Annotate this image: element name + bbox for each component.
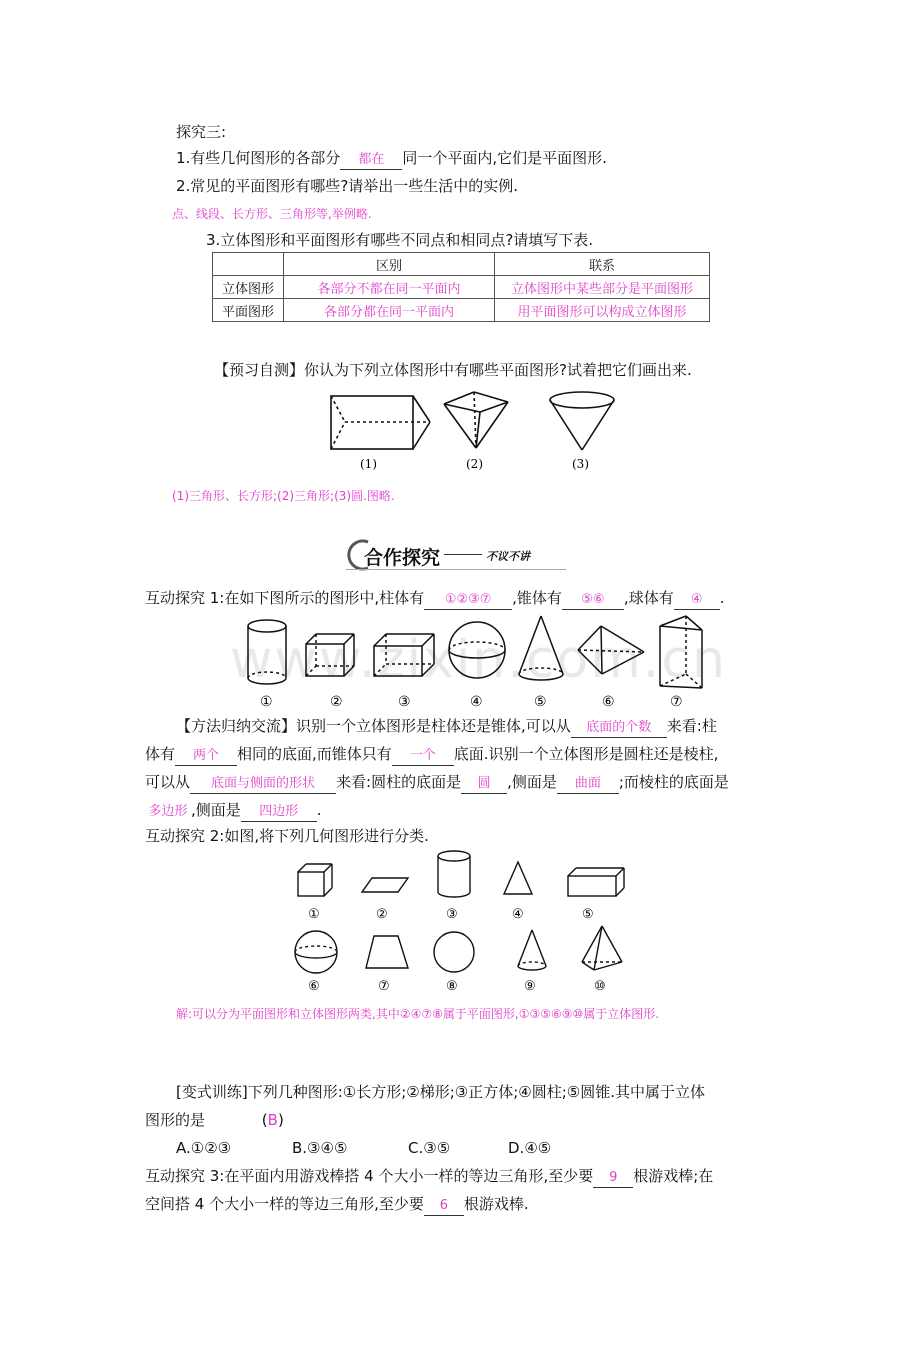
classify-label: ⑦ xyxy=(378,979,390,994)
classify-trapezoid xyxy=(366,936,408,968)
classify-label: ⑩ xyxy=(594,979,606,994)
section-title-part3: 探究三: xyxy=(176,123,227,141)
interactive-question-3-line-2 xyxy=(145,1194,529,1216)
method-blank-base-count: 底面的个数 xyxy=(571,719,667,738)
iq1-text-a: 互动探究 1:在如下图所示的图形中,柱体有 xyxy=(145,589,425,607)
section-heading xyxy=(346,538,566,572)
classify-label: ⑤ xyxy=(582,907,594,922)
method-blank-curved: 曲面 xyxy=(557,775,619,794)
classify-cone xyxy=(518,930,546,970)
row-label: 平面图形 xyxy=(213,299,284,322)
method-text: ;而棱柱的底面是 xyxy=(618,773,729,791)
classify-label: ⑨ xyxy=(524,979,536,994)
method-text: . xyxy=(316,801,322,819)
q1-answer-blank: 都在 xyxy=(340,151,402,170)
classify-box xyxy=(568,868,624,896)
method-line-2 xyxy=(145,744,718,766)
variant-paren: ) xyxy=(277,1111,284,1129)
row-label: 立体图形 xyxy=(213,276,284,299)
solid-cylinder xyxy=(248,620,286,684)
classify-circle xyxy=(434,932,474,972)
interactive-question-1 xyxy=(145,588,724,610)
interactive-question-3-line-1 xyxy=(145,1166,713,1188)
iq1-blank-prisms: ①②③⑦ xyxy=(424,591,512,610)
table-row xyxy=(213,299,710,322)
solid-label: ⑥ xyxy=(602,694,615,710)
classify-cylinder xyxy=(438,851,470,897)
table-header-row xyxy=(213,253,710,276)
method-line-1 xyxy=(176,716,717,738)
figure-cone xyxy=(550,392,614,450)
iq3-text: 互动探究 3:在平面内用游戏棒搭 4 个大小一样的等边三角形,至少要 xyxy=(145,1167,594,1185)
method-text: ,侧面是 xyxy=(507,773,557,791)
question-2-answer: 点、线段、长方形、三角形等,举例略. xyxy=(172,207,372,221)
question-1 xyxy=(176,148,607,170)
variant-text: 图形的是 xyxy=(145,1111,206,1129)
method-text: 来看:圆柱的底面是 xyxy=(336,773,462,791)
question-3: 3.立体图形和平面图形有哪些不同点和相同点?请填写下表. xyxy=(206,231,594,249)
figure-label: (3) xyxy=(572,457,589,471)
method-text: 底面.识别一个立体图形是圆柱还是棱柱, xyxy=(453,745,719,763)
method-blank-polygon: 多边形 xyxy=(148,804,188,819)
iq1-text-d: . xyxy=(719,589,725,607)
figure-prism xyxy=(331,396,430,449)
solid-label: ① xyxy=(260,694,273,710)
variant-line-1: [变式训练]下列几种图形:①长方形;②梯形;③正方体;④圆柱;⑤圆锥.其中属于立体 xyxy=(176,1083,705,1101)
method-text: 来看:柱 xyxy=(666,717,717,735)
method-text: 可以从 xyxy=(145,773,191,791)
figure-pyramid xyxy=(444,392,508,448)
method-line-4 xyxy=(145,800,322,822)
method-text: 【方法归纳交流】识别一个立体图形是柱体还是锥体,可以从 xyxy=(176,717,571,735)
solid-label: ⑦ xyxy=(670,694,683,710)
variant-paren: ( xyxy=(261,1111,268,1129)
section-title: 合作探究 xyxy=(364,547,441,569)
method-blank-one: 一个 xyxy=(392,747,454,766)
option-c: C.③⑤ xyxy=(408,1139,451,1157)
variant-options xyxy=(176,1138,551,1158)
preview-answer: (1)三角形、长方形;(2)三角形;(3)圆.图略. xyxy=(172,489,395,503)
row-link: 用平面图形可以构成立体图形 xyxy=(495,299,710,322)
q1-text-a: 1.有些几何图形的各部分 xyxy=(176,149,341,167)
classify-label: ② xyxy=(376,907,388,922)
solid-cone xyxy=(519,616,563,680)
classify-pyramid xyxy=(582,926,622,970)
method-line-3 xyxy=(145,772,729,794)
method-text: ,侧面是 xyxy=(191,801,241,819)
question-2: 2.常见的平面图形有哪些?请举出一些生活中的实例. xyxy=(176,177,519,195)
classify-label: ③ xyxy=(446,907,458,922)
figure-label: (2) xyxy=(466,457,483,471)
method-text: 相同的底面,而锥体只有 xyxy=(237,745,392,763)
classify-parallelogram xyxy=(362,878,408,892)
table-header-cell xyxy=(213,253,284,276)
classify-label: ⑧ xyxy=(446,979,458,994)
method-blank-shape: 底面与侧面的形状 xyxy=(190,775,336,794)
preview-figures xyxy=(320,386,650,474)
table-row xyxy=(213,276,710,299)
classify-label: ① xyxy=(308,907,320,922)
classify-label: ④ xyxy=(512,907,524,922)
option-d: D.④⑤ xyxy=(508,1139,552,1157)
row-link: 立体图形中某些部分是平面图形 xyxy=(495,276,710,299)
watermark: www.zixin.com.cn xyxy=(230,630,727,690)
q1-text-b: 同一个平面内,它们是平面图形. xyxy=(402,149,607,167)
solid-triangular-prism xyxy=(660,616,702,688)
iq1-text-b: ,锥体有 xyxy=(512,589,562,607)
classify-figures xyxy=(286,846,646,996)
iq1-blank-cones: ⑤⑥ xyxy=(562,591,624,610)
solids-figures-row xyxy=(236,610,716,710)
iq3-text: 根游戏棒. xyxy=(463,1195,529,1213)
preview-question: 【预习自测】你认为下列立体图形中有哪些平面图形?试着把它们画出来. xyxy=(214,361,692,379)
section-subtitle: 不议不讲 xyxy=(486,550,530,563)
iq1-text-c: ,球体有 xyxy=(623,589,674,607)
solid-label: ⑤ xyxy=(534,694,547,710)
table-header-cell: 联系 xyxy=(495,253,710,276)
heading-dash xyxy=(444,554,482,555)
iq1-blank-spheres: ④ xyxy=(674,591,720,610)
interactive-question-2: 互动探究 2:如图,将下列几何图形进行分类. xyxy=(145,827,429,845)
iq3-text: 根游戏棒;在 xyxy=(633,1167,714,1185)
classify-triangle xyxy=(504,862,532,894)
question-2-answer-text: 解:可以分为平面图形和立体图形两类,其中②④⑦⑧属于平面图形,①③⑤⑥⑨⑩属于立体图形. xyxy=(176,1007,660,1021)
solid-label: ③ xyxy=(398,694,411,710)
method-blank-circle: 圆 xyxy=(461,775,507,794)
solid-cuboid-1 xyxy=(306,634,354,676)
iq3-text: 空间搭 4 个大小一样的等边三角形,至少要 xyxy=(145,1195,424,1213)
classify-cube xyxy=(298,864,332,896)
iq3-blank-space: 6 xyxy=(424,1197,464,1216)
method-blank-quad: 四边形 xyxy=(241,803,317,822)
row-diff: 各部分不都在同一平面内 xyxy=(284,276,495,299)
method-text: 体有 xyxy=(145,745,176,763)
solid-pyramid xyxy=(578,626,644,674)
heading-underline xyxy=(346,569,566,570)
solid-label: ④ xyxy=(470,694,483,710)
variant-line-2 xyxy=(145,1110,284,1130)
classify-sphere xyxy=(295,931,337,973)
variant-answer: B xyxy=(267,1111,278,1129)
option-a: A.①②③ xyxy=(176,1139,232,1157)
solid-label: ② xyxy=(330,694,343,710)
classify-label: ⑥ xyxy=(308,979,320,994)
method-blank-two: 两个 xyxy=(175,747,237,766)
table-header-cell: 区别 xyxy=(284,253,495,276)
iq3-blank-plane: 9 xyxy=(593,1169,633,1188)
option-b: B.③④⑤ xyxy=(292,1139,348,1157)
figure-label: (1) xyxy=(360,457,377,471)
solid-sphere xyxy=(449,622,505,678)
comparison-table xyxy=(212,252,710,322)
solid-cuboid-2 xyxy=(374,634,434,676)
row-diff: 各部分都在同一平面内 xyxy=(284,299,495,322)
